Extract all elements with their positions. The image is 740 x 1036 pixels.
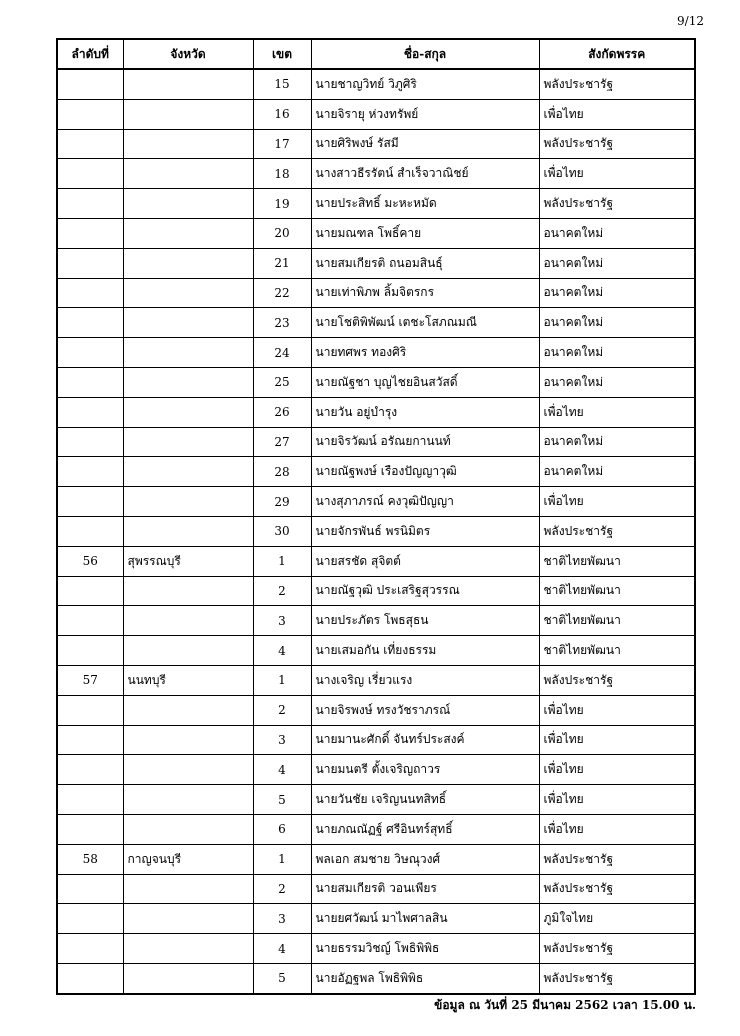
- cell-district: 3: [253, 606, 311, 636]
- table-row: [57, 516, 695, 546]
- cell-order: 58: [57, 844, 123, 874]
- cell-province: [123, 367, 253, 397]
- table-row: [57, 546, 695, 576]
- cell-party: อนาคตใหม่: [539, 308, 695, 338]
- cell-party: ชาติไทยพัฒนา: [539, 606, 695, 636]
- header-province: จังหวัด: [123, 39, 253, 69]
- cell-district: 2: [253, 695, 311, 725]
- cell-party: พลังประชารัฐ: [539, 844, 695, 874]
- cell-order: [57, 218, 123, 248]
- cell-order: [57, 338, 123, 368]
- cell-order: 56: [57, 546, 123, 576]
- cell-district: 22: [253, 278, 311, 308]
- cell-name: นางสุภาภรณ์ คงวุฒิปัญญา: [311, 487, 539, 517]
- cell-name: นายมานะศักดิ์ จันทร์ประสงค์: [311, 725, 539, 755]
- cell-party: พลังประชารัฐ: [539, 963, 695, 993]
- cell-name: นายประภัตร โพธสุธน: [311, 606, 539, 636]
- cell-district: 3: [253, 904, 311, 934]
- table-row: [57, 397, 695, 427]
- cell-province: [123, 278, 253, 308]
- cell-party: เพื่อไทย: [539, 159, 695, 189]
- cell-province: [123, 487, 253, 517]
- cell-order: [57, 695, 123, 725]
- cell-order: [57, 457, 123, 487]
- cell-order: [57, 487, 123, 517]
- cell-order: [57, 755, 123, 785]
- cell-order: [57, 367, 123, 397]
- table-row: [57, 218, 695, 248]
- cell-district: 19: [253, 189, 311, 219]
- cell-province: [123, 695, 253, 725]
- cell-party: เพื่อไทย: [539, 814, 695, 844]
- cell-province: [123, 963, 253, 993]
- cell-name: พลเอก สมชาย วิษณุวงศ์: [311, 844, 539, 874]
- cell-province: [123, 69, 253, 99]
- table-row: [57, 487, 695, 517]
- cell-party: ชาติไทยพัฒนา: [539, 636, 695, 666]
- cell-district: 4: [253, 755, 311, 785]
- table-row: [57, 457, 695, 487]
- table-row: [57, 427, 695, 457]
- header-name: ชื่อ-สกุล: [311, 39, 539, 69]
- cell-province: [123, 159, 253, 189]
- cell-party: เพื่อไทย: [539, 725, 695, 755]
- cell-province: [123, 785, 253, 815]
- table-row: [57, 904, 695, 934]
- cell-party: พลังประชารัฐ: [539, 189, 695, 219]
- cell-party: พลังประชารัฐ: [539, 129, 695, 159]
- cell-name: นายณัฐชา บุญไชยอินสวัสดิ์: [311, 367, 539, 397]
- cell-order: [57, 278, 123, 308]
- cell-name: นายเท่าพิภพ ลิ้มจิตรกร: [311, 278, 539, 308]
- cell-province: [123, 874, 253, 904]
- cell-district: 18: [253, 159, 311, 189]
- cell-name: นายมณฑล โพธิ์คาย: [311, 218, 539, 248]
- cell-district: 26: [253, 397, 311, 427]
- cell-order: [57, 99, 123, 129]
- cell-party: พลังประชารัฐ: [539, 874, 695, 904]
- cell-party: อนาคตใหม่: [539, 278, 695, 308]
- table-row: [57, 69, 695, 99]
- cell-name: นายจิรพงษ์ ทรงวัชราภรณ์: [311, 695, 539, 725]
- header-party: สังกัดพรรค: [539, 39, 695, 69]
- cell-order: [57, 427, 123, 457]
- cell-party: อนาคตใหม่: [539, 338, 695, 368]
- cell-order: [57, 397, 123, 427]
- cell-province: [123, 606, 253, 636]
- header-order: ลำดับที่: [57, 39, 123, 69]
- cell-order: [57, 159, 123, 189]
- cell-order: [57, 934, 123, 964]
- cell-district: 21: [253, 248, 311, 278]
- table-row: [57, 934, 695, 964]
- cell-district: 1: [253, 844, 311, 874]
- cell-name: นางสาวธีรรัตน์ สำเร็จวาณิชย์: [311, 159, 539, 189]
- cell-province: กาญจนบุรี: [123, 844, 253, 874]
- cell-province: [123, 636, 253, 666]
- table-row: [57, 278, 695, 308]
- cell-district: 5: [253, 963, 311, 993]
- cell-district: 2: [253, 874, 311, 904]
- cell-order: [57, 963, 123, 993]
- cell-order: 57: [57, 665, 123, 695]
- cell-district: 3: [253, 725, 311, 755]
- data-timestamp-note: ข้อมูล ณ วันที่ 25 มีนาคม 2562 เวลา 15.00 น.: [434, 998, 696, 1012]
- cell-province: [123, 397, 253, 427]
- cell-party: พลังประชารัฐ: [539, 69, 695, 99]
- cell-order: [57, 129, 123, 159]
- cell-province: สุพรรณบุรี: [123, 546, 253, 576]
- cell-province: นนทบุรี: [123, 665, 253, 695]
- cell-order: [57, 785, 123, 815]
- cell-district: 25: [253, 367, 311, 397]
- cell-party: เพื่อไทย: [539, 397, 695, 427]
- page-number: 9/12: [677, 14, 704, 28]
- cell-name: นายยศวัฒน์ มาไพศาลสิน: [311, 904, 539, 934]
- cell-party: เพื่อไทย: [539, 755, 695, 785]
- cell-province: [123, 755, 253, 785]
- table-row: [57, 189, 695, 219]
- cell-order: [57, 69, 123, 99]
- cell-order: [57, 248, 123, 278]
- cell-province: [123, 516, 253, 546]
- cell-party: อนาคตใหม่: [539, 367, 695, 397]
- cell-province: [123, 338, 253, 368]
- cell-name: นายวัน อยู่บำรุง: [311, 397, 539, 427]
- cell-order: [57, 189, 123, 219]
- cell-district: 17: [253, 129, 311, 159]
- cell-district: 28: [253, 457, 311, 487]
- cell-party: อนาคตใหม่: [539, 457, 695, 487]
- table-row: [57, 636, 695, 666]
- table-row: [57, 695, 695, 725]
- cell-province: [123, 218, 253, 248]
- cell-district: 2: [253, 576, 311, 606]
- cell-province: [123, 427, 253, 457]
- cell-province: [123, 576, 253, 606]
- table-row: [57, 129, 695, 159]
- cell-order: [57, 874, 123, 904]
- cell-name: นายวันชัย เจริญนนทสิทธิ์: [311, 785, 539, 815]
- cell-order: [57, 516, 123, 546]
- cell-name: นายอัฏฐพล โพธิพิพิธ: [311, 963, 539, 993]
- cell-party: เพื่อไทย: [539, 695, 695, 725]
- cell-province: [123, 189, 253, 219]
- table-row: [57, 963, 695, 993]
- cell-order: [57, 576, 123, 606]
- cell-name: นายจิรายุ ห่วงทรัพย์: [311, 99, 539, 129]
- cell-party: ชาติไทยพัฒนา: [539, 546, 695, 576]
- cell-name: นายประสิทธิ์ มะหะหมัด: [311, 189, 539, 219]
- cell-district: 4: [253, 636, 311, 666]
- cell-district: 5: [253, 785, 311, 815]
- cell-district: 16: [253, 99, 311, 129]
- cell-district: 4: [253, 934, 311, 964]
- table-header-row: [57, 39, 695, 69]
- cell-province: [123, 308, 253, 338]
- table-row: [57, 367, 695, 397]
- table-row: [57, 814, 695, 844]
- cell-name: นางเจริญ เรี่ยวแรง: [311, 665, 539, 695]
- table-row: [57, 874, 695, 904]
- cell-party: อนาคตใหม่: [539, 218, 695, 248]
- cell-name: นายชาญวิทย์ วิภูศิริ: [311, 69, 539, 99]
- cell-party: เพื่อไทย: [539, 487, 695, 517]
- cell-province: [123, 99, 253, 129]
- table-row: [57, 725, 695, 755]
- cell-order: [57, 636, 123, 666]
- cell-party: เพื่อไทย: [539, 99, 695, 129]
- cell-province: [123, 129, 253, 159]
- table-row: [57, 308, 695, 338]
- table-row: [57, 844, 695, 874]
- cell-order: [57, 308, 123, 338]
- cell-party: พลังประชารัฐ: [539, 934, 695, 964]
- cell-party: พลังประชารัฐ: [539, 516, 695, 546]
- cell-province: [123, 904, 253, 934]
- cell-district: 24: [253, 338, 311, 368]
- cell-district: 1: [253, 665, 311, 695]
- table-row: [57, 99, 695, 129]
- cell-name: นายณัฐพงษ์ เรืองปัญญาวุฒิ: [311, 457, 539, 487]
- table-row: [57, 248, 695, 278]
- cell-name: นายสรชัด สุจิตต์: [311, 546, 539, 576]
- table-row: [57, 785, 695, 815]
- cell-order: [57, 725, 123, 755]
- cell-name: นายศิริพงษ์ รัสมี: [311, 129, 539, 159]
- cell-party: อนาคตใหม่: [539, 248, 695, 278]
- cell-order: [57, 814, 123, 844]
- cell-party: เพื่อไทย: [539, 785, 695, 815]
- cell-name: นายจักรพันธ์ พรนิมิตร: [311, 516, 539, 546]
- cell-name: นายภณณัฏฐ์ ศรีอินทร์สุทธิ์: [311, 814, 539, 844]
- table-row: [57, 665, 695, 695]
- cell-party: พลังประชารัฐ: [539, 665, 695, 695]
- cell-name: นายจิรวัฒน์ อรัณยกานนท์: [311, 427, 539, 457]
- cell-name: นายมนตรี ตั้งเจริญถาวร: [311, 755, 539, 785]
- cell-name: นายสมเกียรติ วอนเพียร: [311, 874, 539, 904]
- table-row: [57, 576, 695, 606]
- cell-province: [123, 248, 253, 278]
- table-row: [57, 338, 695, 368]
- election-results-table: [56, 38, 696, 995]
- cell-district: 15: [253, 69, 311, 99]
- cell-province: [123, 814, 253, 844]
- cell-district: 23: [253, 308, 311, 338]
- table-body: [57, 69, 695, 994]
- cell-name: นายเสมอกัน เที่ยงธรรม: [311, 636, 539, 666]
- cell-party: ชาติไทยพัฒนา: [539, 576, 695, 606]
- table-row: [57, 755, 695, 785]
- cell-district: 27: [253, 427, 311, 457]
- cell-name: นายณัฐวุฒิ ประเสริฐสุวรรณ: [311, 576, 539, 606]
- cell-district: 30: [253, 516, 311, 546]
- cell-name: นายสมเกียรติ ถนอมสินธุ์: [311, 248, 539, 278]
- cell-party: ภูมิใจไทย: [539, 904, 695, 934]
- cell-name: นายโชติพิพัฒน์ เตชะโสภณมณี: [311, 308, 539, 338]
- cell-name: นายธรรมวิชญ์ โพธิพิพิธ: [311, 934, 539, 964]
- cell-name: นายทศพร ทองศิริ: [311, 338, 539, 368]
- header-district: เขต: [253, 39, 311, 69]
- cell-order: [57, 904, 123, 934]
- cell-district: 29: [253, 487, 311, 517]
- cell-province: [123, 457, 253, 487]
- cell-district: 1: [253, 546, 311, 576]
- cell-district: 6: [253, 814, 311, 844]
- cell-order: [57, 606, 123, 636]
- cell-district: 20: [253, 218, 311, 248]
- cell-province: [123, 725, 253, 755]
- table-row: [57, 159, 695, 189]
- cell-party: อนาคตใหม่: [539, 427, 695, 457]
- table-row: [57, 606, 695, 636]
- cell-province: [123, 934, 253, 964]
